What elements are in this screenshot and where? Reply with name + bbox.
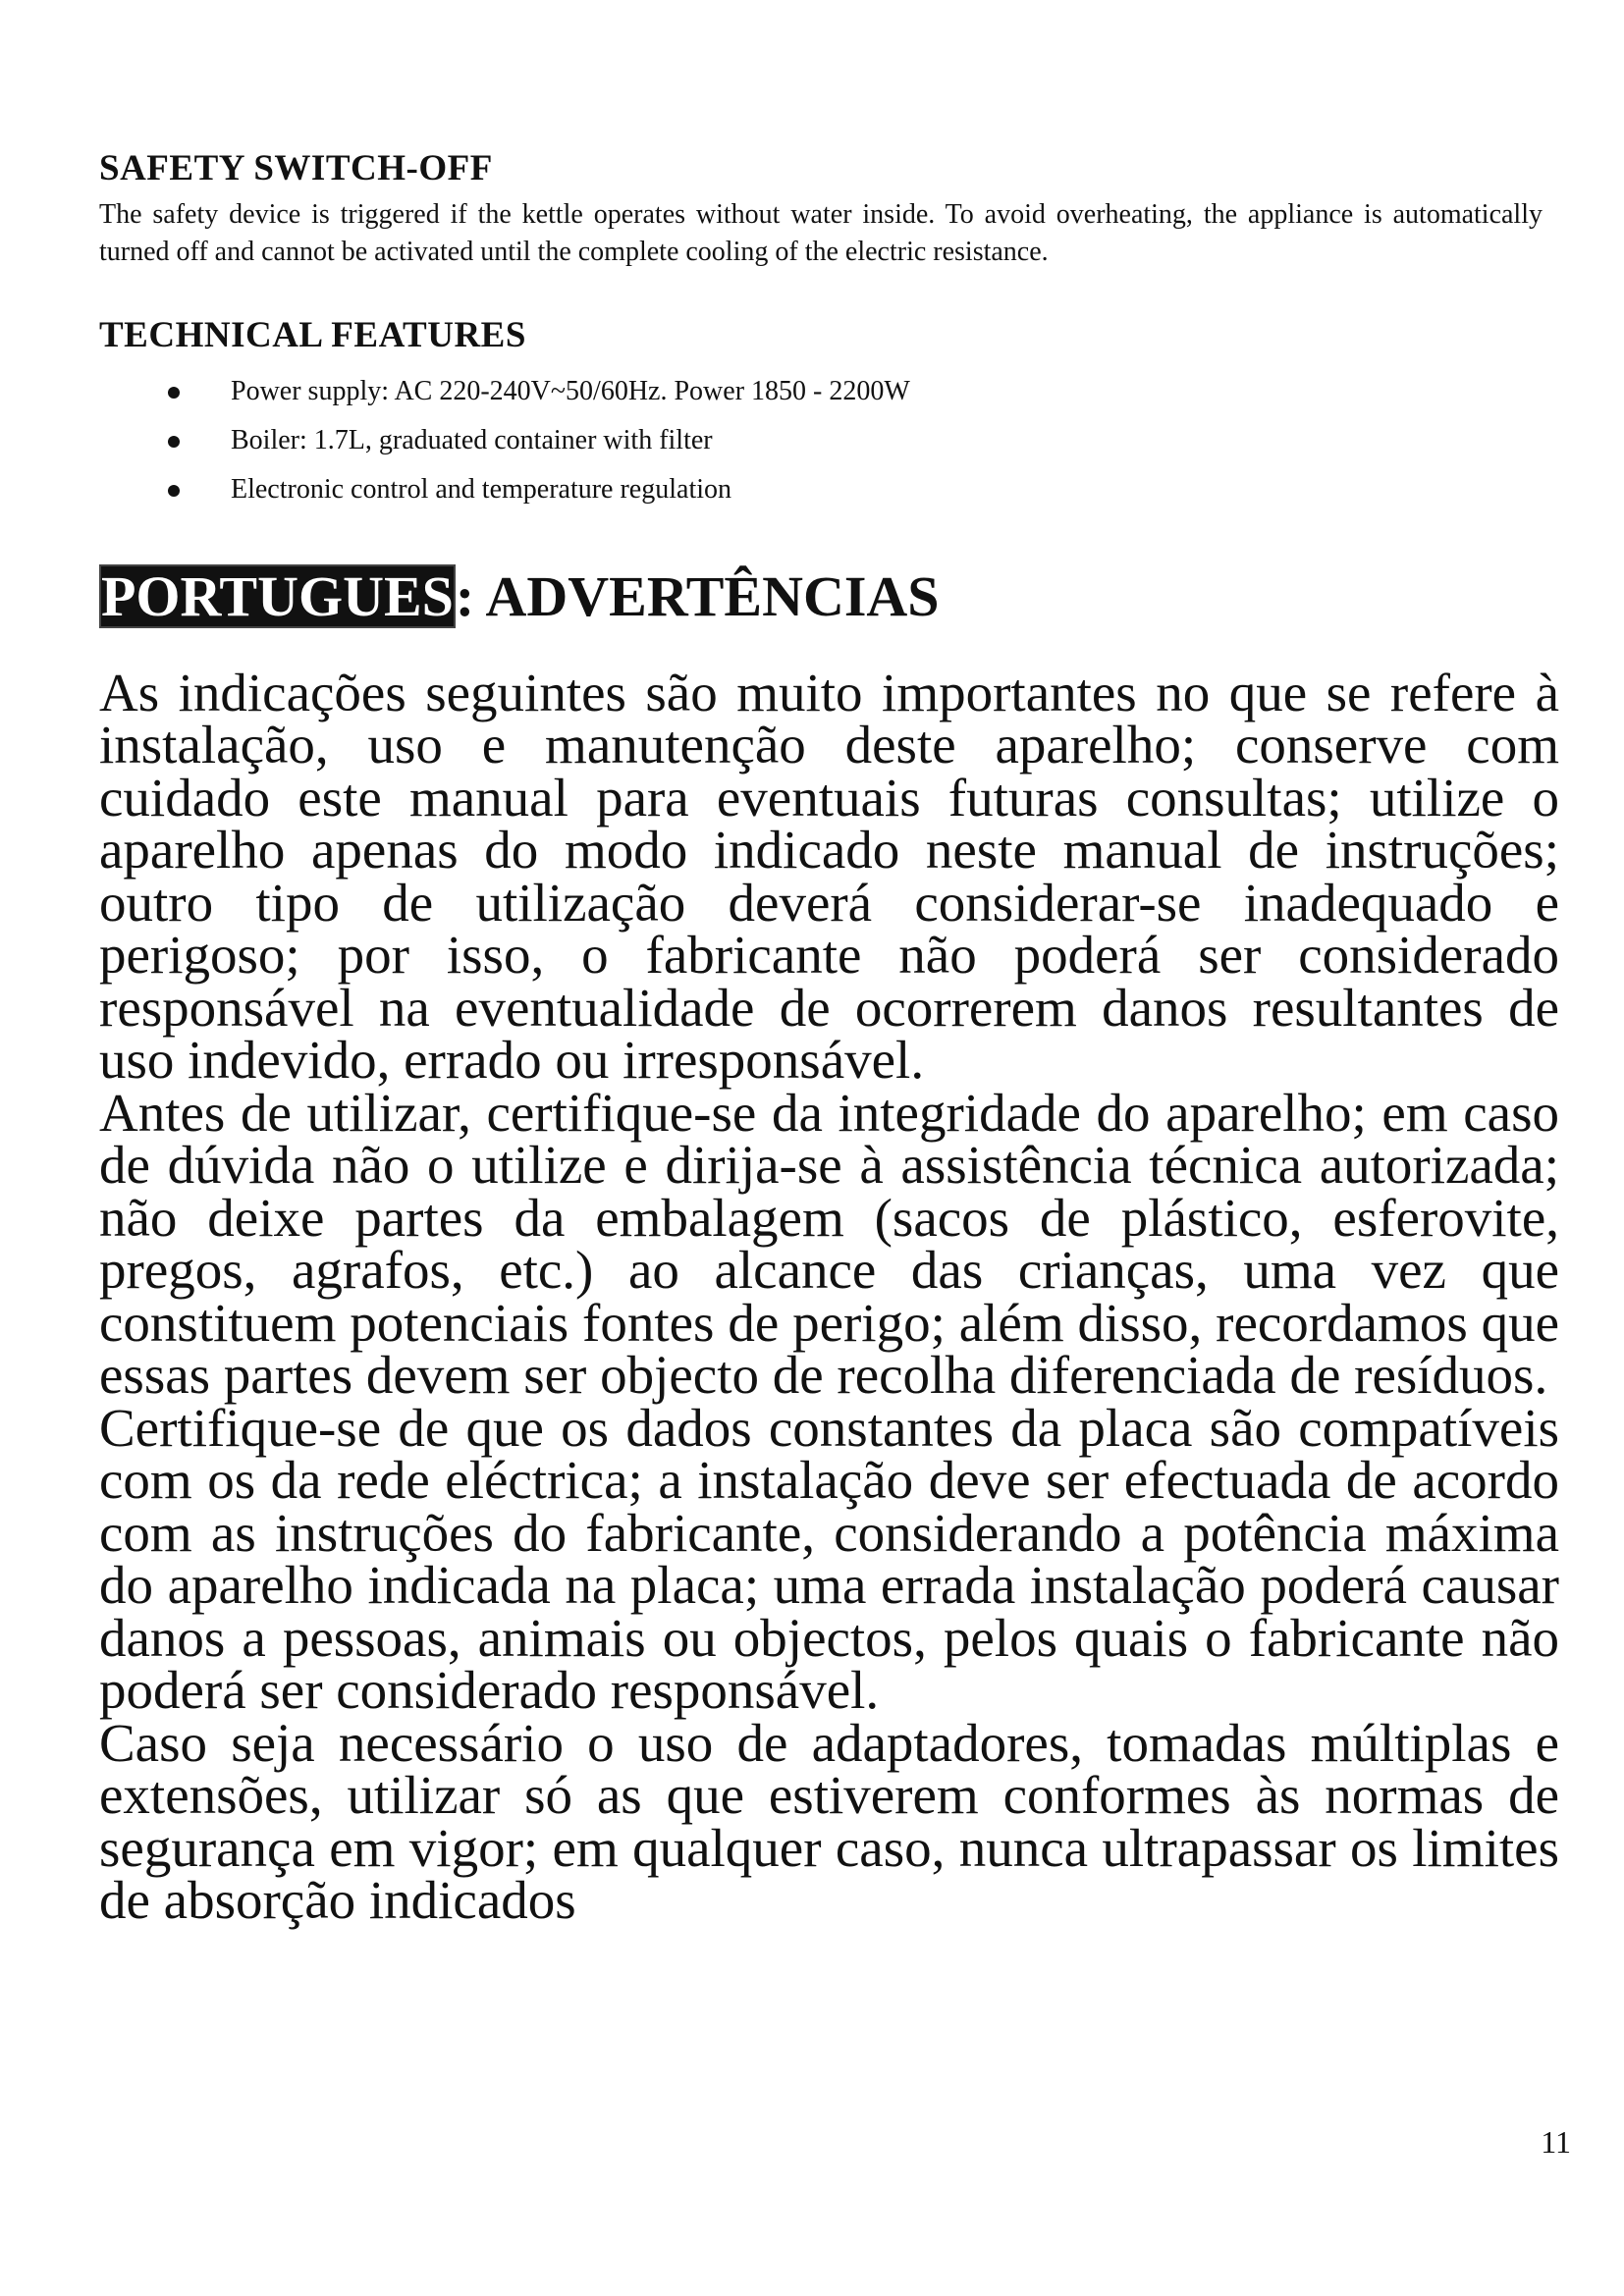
warnings-title: : ADVERTÊNCIAS <box>455 564 940 628</box>
bullet-icon <box>168 387 180 399</box>
warning-paragraph: Antes de utilizar, certifique-se da integridade do aparelho; em caso de dúvida não o utilize e dirija-se à assistência técnica autorizada; não deixe partes da embalagem (sacos de plástico, esferovite, pregos, agrafos, etc.) ao alcance das crianças, uma vez que constituem potenciais fontes de perigo; além disso, recordamos que essas partes devem ser objecto de recolha diferenciada de resíduos. <box>99 1082 1559 1406</box>
safety-switch-off-heading: SAFETY SWITCH-OFF <box>99 148 493 188</box>
warning-paragraph: Certifique-se de que os dados constantes da placa são compatíveis com os da rede eléctrica; a instalação deve ser efectuada de acordo com as instruções do fabricante, considerando a potência máxima do aparelho indicada na placa; uma errada instalação poderá causar danos a pessoas, animais ou objectos, pelos quais o fabricante não poderá ser considerado responsável. <box>99 1397 1559 1721</box>
bullet-icon <box>168 436 180 448</box>
page-number: 11 <box>1541 2124 1571 2160</box>
bullet-icon <box>168 485 180 497</box>
portuguese-warnings-heading <box>99 565 1559 628</box>
list-item <box>99 416 1559 465</box>
language-badge: PORTUGUES <box>101 564 454 628</box>
manual-page <box>99 147 1559 1931</box>
warning-paragraph: As indicações seguintes são muito importantes no que se refere à instalação, uso e manutenção deste aparelho; conserve com cuidado este manual para eventuais futuras consultas; utilize o aparelho apenas do modo indicado neste manual de instruções; outro tipo de utilização deverá considerar-se inadequado e perigoso; por isso, o fabricante não poderá ser considerado responsável na eventualidade de ocorrerem danos resultantes de uso indevido, errado ou irresponsável. <box>99 662 1559 1091</box>
list-item-text: Power supply: AC 220-240V~50/60Hz. Power 1850 - 2200W <box>231 376 910 406</box>
portuguese-warnings-body <box>99 662 1559 1931</box>
list-item <box>99 367 1559 416</box>
list-item <box>99 465 1559 514</box>
safety-switch-off-text: The safety device is triggered if the kettle operates without water inside. To avoid overheating, the appliance is automatically turned off and cannot be activated until the complete cooling of the electric resistance. <box>99 199 1543 267</box>
list-item-text: Electronic control and temperature regulation <box>231 474 732 505</box>
technical-features-list <box>99 367 1559 514</box>
warning-paragraph: Caso seja necessário o uso de adaptadores, tomadas múltiplas e extensões, utilizar só as que estiverem conformes às normas de segurança em vigor; em qualquer caso, nunca ultrapassar os limites de absorção indicados <box>99 1712 1559 1931</box>
list-item-text: Boiler: 1.7L, graduated container with filter <box>231 425 713 455</box>
technical-features-heading: TECHNICAL FEATURES <box>99 315 526 355</box>
